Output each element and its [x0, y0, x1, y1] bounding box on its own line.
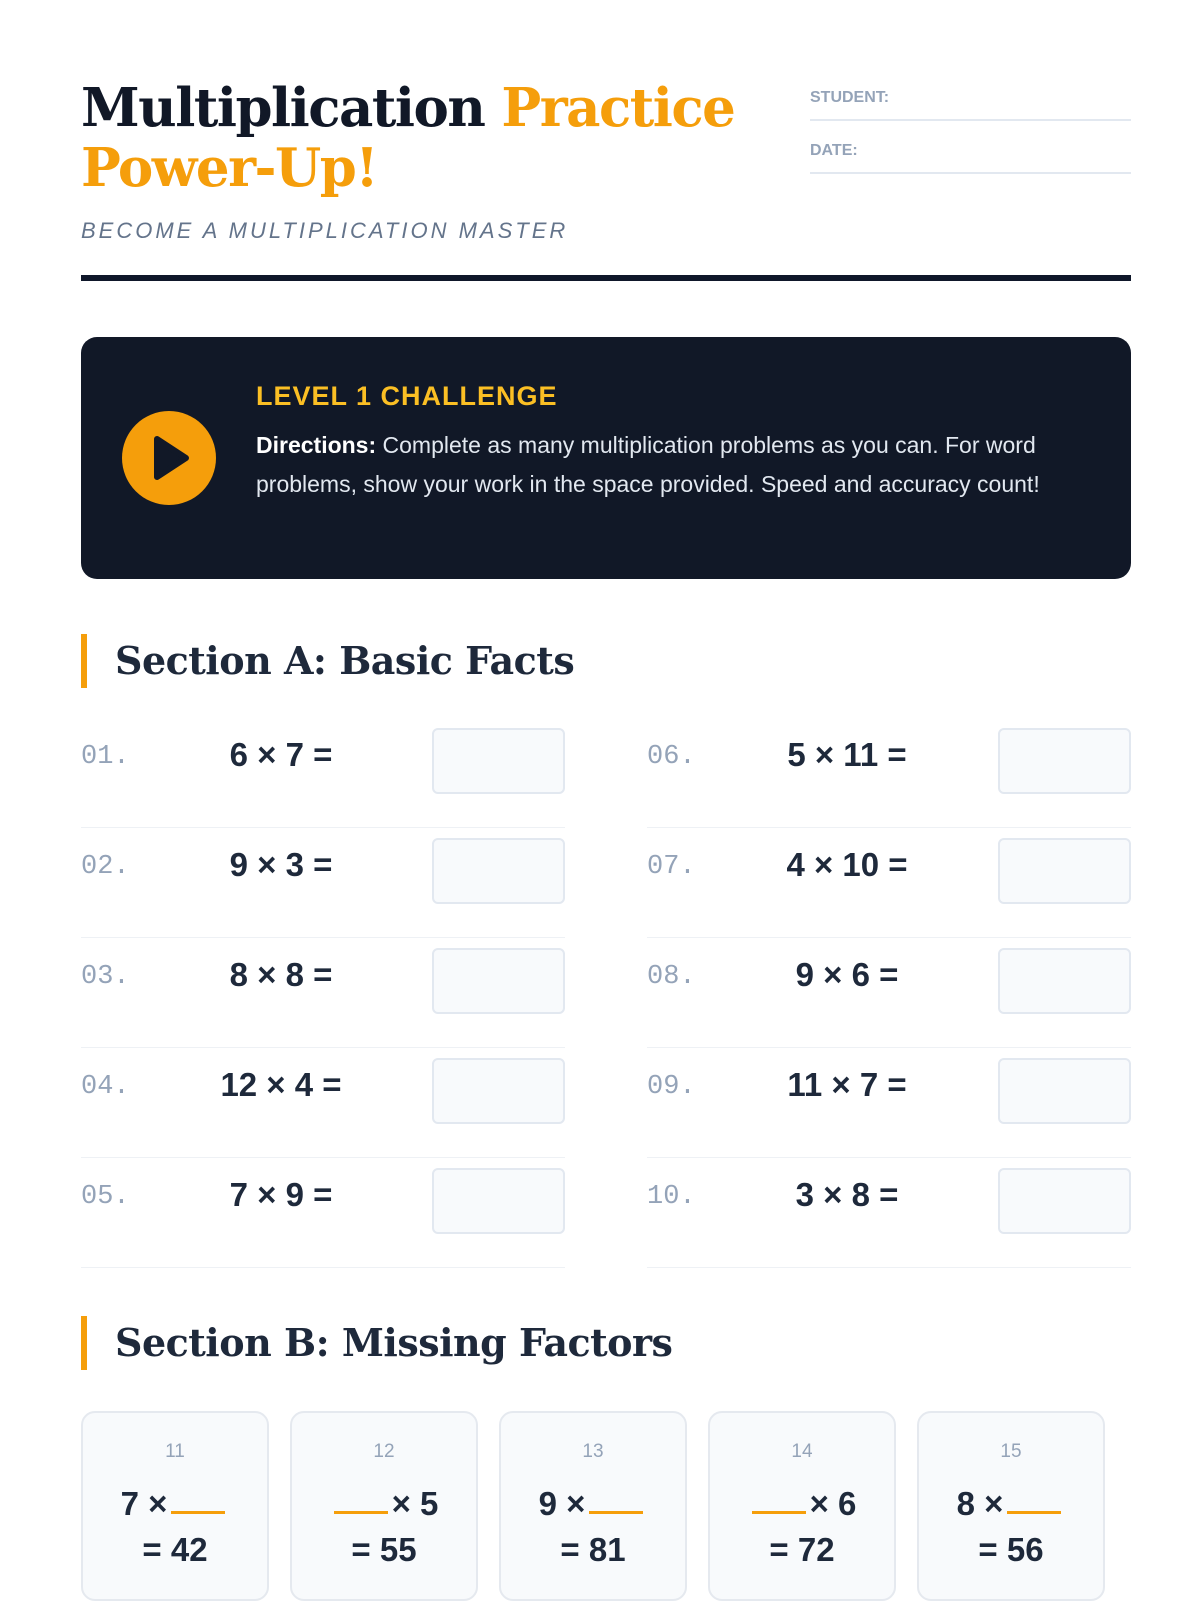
answer-box[interactable]: [998, 1168, 1131, 1234]
challenge-label: LEVEL 1 CHALLENGE: [256, 381, 558, 411]
card-result: = 56: [978, 1531, 1044, 1568]
student-label: STUDENT:: [810, 89, 890, 106]
problem-row: [81, 828, 565, 938]
card-number: 14: [791, 1441, 813, 1462]
answer-box[interactable]: [998, 728, 1131, 794]
worksheet-header: [81, 0, 1131, 285]
problem-number: 03.: [81, 962, 130, 992]
card-result: = 42: [142, 1531, 208, 1568]
directions-label: Directions:: [256, 432, 377, 458]
date-label: DATE:: [810, 142, 858, 159]
problem-number: 05.: [81, 1182, 130, 1212]
answer-blank[interactable]: [171, 1511, 225, 1514]
date-field[interactable]: [810, 141, 1131, 174]
factor-text: × 5: [391, 1485, 439, 1522]
answer-box[interactable]: [432, 1058, 565, 1124]
answer-box[interactable]: [432, 948, 565, 1014]
header-divider: [81, 275, 1131, 281]
answer-blank[interactable]: [334, 1511, 388, 1514]
section-b-title: Section B: Missing Factors: [81, 1316, 672, 1370]
answer-box[interactable]: [998, 838, 1131, 904]
problem-row: [647, 1048, 1131, 1158]
answer-blank[interactable]: [1007, 1511, 1061, 1514]
card-equation: [710, 1485, 894, 1523]
problem-row: [81, 1158, 565, 1268]
problem-expression: 7 × 9 =: [229, 1176, 333, 1213]
card-equation: [83, 1485, 267, 1523]
challenge-directions: [256, 426, 1056, 504]
card-result: = 55: [351, 1531, 417, 1568]
problem-number: 01.: [81, 742, 130, 772]
problem-expression: 11 × 7 =: [787, 1066, 907, 1103]
problem-expression: 12 × 4 =: [220, 1066, 342, 1103]
answer-box[interactable]: [998, 948, 1131, 1014]
card-result: = 72: [769, 1531, 835, 1568]
problem-number: 09.: [647, 1072, 696, 1102]
card-number: 15: [1000, 1441, 1022, 1462]
card-equation: [292, 1485, 476, 1523]
worksheet-page: [81, 0, 1131, 1568]
card-result: = 81: [560, 1531, 626, 1568]
answer-box[interactable]: [432, 728, 565, 794]
problem-expression: 6 × 7 =: [229, 736, 333, 773]
problem-row: [647, 1158, 1131, 1268]
problem-number: 02.: [81, 852, 130, 882]
problem-number: 06.: [647, 742, 696, 772]
problem-row: [81, 938, 565, 1048]
factor-text: 7 ×: [120, 1485, 168, 1522]
missing-factor-card: [499, 1411, 687, 1601]
problem-number: 04.: [81, 1072, 130, 1102]
missing-factor-card: [917, 1411, 1105, 1601]
card-number: 13: [582, 1441, 604, 1462]
missing-factor-card: [81, 1411, 269, 1601]
card-equation: [919, 1485, 1103, 1523]
problem-row: [647, 828, 1131, 938]
problem-row: [81, 718, 565, 828]
missing-factor-card: [290, 1411, 478, 1601]
problem-expression: 9 × 3 =: [229, 846, 333, 883]
problem-row: [647, 718, 1131, 828]
page-subtitle: BECOME A MULTIPLICATION MASTER: [81, 218, 569, 243]
answer-blank[interactable]: [752, 1511, 806, 1514]
missing-factor-card: [708, 1411, 896, 1601]
facts-column-right: [647, 718, 1131, 1268]
missing-factor-cards: [81, 1411, 1131, 1601]
problem-expression: 5 × 11 =: [787, 736, 907, 773]
problem-number: 10.: [647, 1182, 696, 1212]
answer-blank[interactable]: [589, 1511, 643, 1514]
play-icon: [122, 411, 216, 505]
problem-number: 07.: [647, 852, 696, 882]
problem-expression: 3 × 8 =: [795, 1176, 899, 1213]
answer-box[interactable]: [998, 1058, 1131, 1124]
factor-text: 8 ×: [956, 1485, 1004, 1522]
problem-row: [647, 938, 1131, 1048]
answer-box[interactable]: [432, 838, 565, 904]
section-a-title: Section A: Basic Facts: [81, 634, 574, 688]
page-title: [81, 78, 781, 198]
problem-expression: 9 × 6 =: [795, 956, 899, 993]
problem-row: [81, 1048, 565, 1158]
facts-column-left: [81, 718, 565, 1268]
directions-text: Complete as many multiplication problems as you can. For word problems, show your work in the space provided. Speed and accuracy count!: [256, 432, 1040, 497]
factor-text: 9 ×: [538, 1485, 586, 1522]
student-info-fields: [810, 88, 1131, 194]
challenge-text: [256, 381, 1056, 504]
factor-text: × 6: [809, 1485, 857, 1522]
answer-box[interactable]: [432, 1168, 565, 1234]
card-number: 12: [373, 1441, 395, 1462]
problem-number: 08.: [647, 962, 696, 992]
challenge-box: [81, 337, 1131, 579]
card-equation: [501, 1485, 685, 1523]
student-field[interactable]: [810, 88, 1131, 121]
title-accent: Practice Power-Up!: [81, 77, 735, 199]
title-main: Multiplication: [81, 77, 502, 139]
card-number: 11: [165, 1441, 185, 1462]
problem-expression: 4 × 10 =: [786, 846, 908, 883]
problem-expression: 8 × 8 =: [229, 956, 333, 993]
